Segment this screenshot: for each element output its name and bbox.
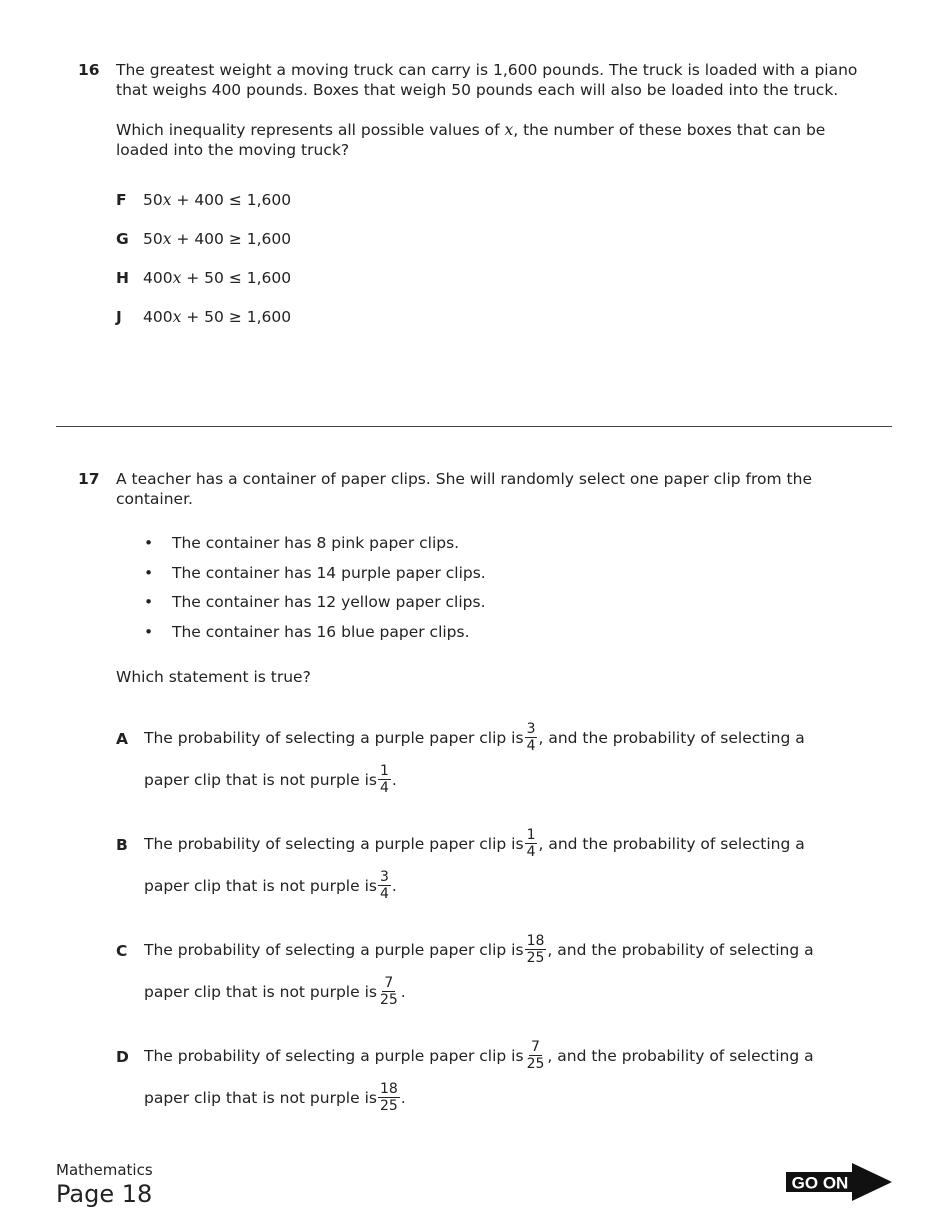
answer-option-f[interactable] — [116, 180, 858, 219]
fraction: $\frac{1}{4}$ — [379, 763, 389, 796]
fraction: $\frac{3}{4}$ — [526, 721, 536, 754]
bullet-list — [144, 533, 858, 651]
question-16 — [78, 60, 858, 336]
list-item: • The container has 16 blue paper clips. — [144, 622, 858, 652]
go-on-label: GO ON — [791, 1173, 849, 1193]
question-17 — [78, 469, 858, 1141]
footer-subject: Mathematics — [56, 1161, 153, 1179]
answer-option-d[interactable] — [116, 1035, 858, 1119]
answer-option-g[interactable] — [116, 219, 858, 258]
option-expression: 400x + 50 ≥ 1,600 — [143, 307, 292, 326]
option-letter: H — [116, 268, 129, 287]
fraction: $\frac{7}{25}$ — [526, 1039, 545, 1072]
fraction: $\frac{18}{25}$ — [379, 1081, 398, 1114]
question-divider — [56, 426, 892, 427]
option-letter: F — [116, 190, 127, 209]
question-text: A teacher has a container of paper clips. She will randomly select one paper clip from the container. — [116, 470, 812, 508]
question-prompt: Which statement is true? — [116, 668, 311, 686]
option-letter: D — [116, 1048, 129, 1066]
question-text: The greatest weight a moving truck can carry is 1,600 pounds. The truck is loaded with a piano that weighs 400 pounds. Boxes that weigh 50 pounds each will also be loaded into the truck. — [116, 61, 858, 99]
fraction: $\frac{3}{4}$ — [379, 869, 389, 902]
option-text: The probability of selecting a purple paper clip is $\frac{3}{4}$ , and the probability of selecting a paper clip that is not purple is $\frac{1}{4}$ . — [144, 721, 805, 796]
page-number: Page 18 — [56, 1180, 153, 1208]
answer-option-b[interactable] — [116, 823, 858, 907]
option-letter: C — [116, 942, 128, 960]
option-letter: A — [116, 730, 128, 748]
answer-options — [116, 180, 858, 336]
option-letter: G — [116, 229, 129, 248]
answer-option-a[interactable] — [116, 717, 858, 801]
option-expression: 50x + 400 ≤ 1,600 — [143, 190, 292, 209]
question-number: 16 — [78, 61, 100, 79]
answer-option-c[interactable] — [116, 929, 858, 1013]
option-expression: 50x + 400 ≥ 1,600 — [143, 229, 292, 248]
option-letter: B — [116, 836, 128, 854]
answer-option-j[interactable] — [116, 297, 858, 336]
question-number: 17 — [78, 470, 100, 488]
question-prompt: Which inequality represents all possible values of x, the number of these boxes that can be loaded into the moving truck? — [116, 121, 826, 159]
list-item: • The container has 12 yellow paper clips. — [144, 592, 858, 622]
fraction: $\frac{7}{25}$ — [379, 975, 398, 1008]
list-item: • The container has 8 pink paper clips. — [144, 533, 858, 563]
list-item: • The container has 14 purple paper clips. — [144, 563, 858, 593]
go-on-arrow-icon — [786, 1163, 892, 1201]
option-text: The probability of selecting a purple paper clip is $\frac{7}{25}$ , and the probability of selecting a paper clip that is not purple is $\frac{18}{25}$ . — [144, 1039, 814, 1114]
option-expression: 400x + 50 ≤ 1,600 — [143, 268, 292, 287]
fraction: $\frac{1}{4}$ — [526, 827, 536, 860]
answer-option-h[interactable] — [116, 258, 858, 297]
option-text: The probability of selecting a purple paper clip is $\frac{18}{25}$ , and the probability of selecting a paper clip that is not purple is $\frac{7}{25}$ . — [144, 933, 814, 1008]
fraction: $\frac{18}{25}$ — [526, 933, 545, 966]
option-text: The probability of selecting a purple paper clip is $\frac{1}{4}$ , and the probability of selecting a paper clip that is not purple is $\frac{3}{4}$ . — [144, 827, 805, 902]
option-letter: J — [116, 307, 122, 326]
